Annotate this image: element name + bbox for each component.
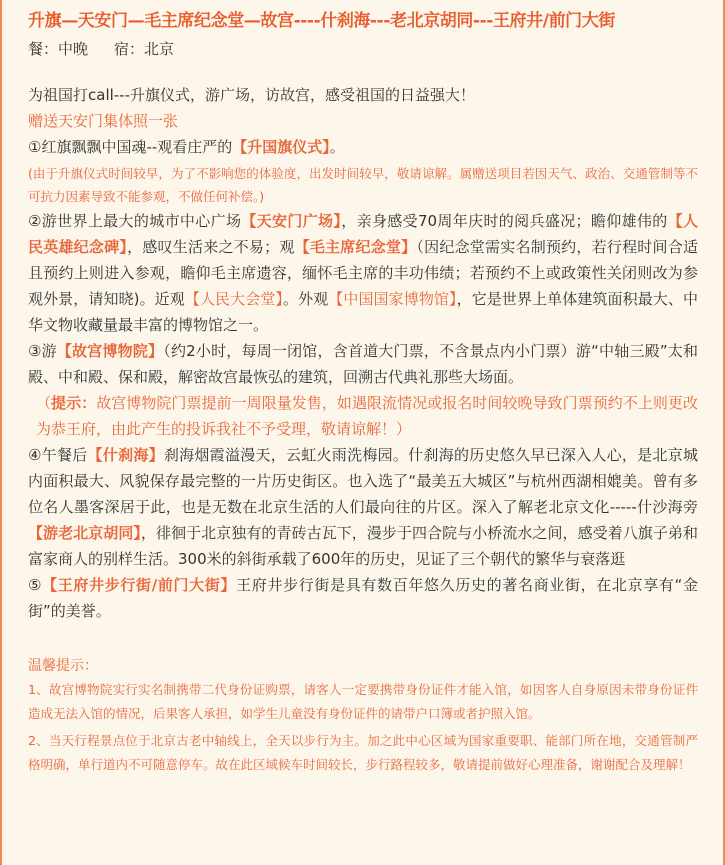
tip-item-1: 1、故宫博物院实行实名制携带二代身份证购票，请客人一定要携带身份证件才能入馆，如因客人自身原因未带身份证件造成无法入馆的情况，后果客人承担，如学生儿童没有身份证件的请带户口簿或者护照入馆。 [28,682,698,721]
meals-info: 餐：中晚 [28,40,89,58]
highlight-tiananmen-square: 【天安门广场】 [241,212,342,230]
tips-heading: 温馨提示： [28,658,98,674]
highlight-hutong: 【游老北京胡同】 [28,524,141,542]
route-title: 升旗—天安门—毛主席纪念堂—故宫----什刹海---老北京胡同---王府井/前门大街 [28,11,615,31]
highlight-wangfujing: 【王府井步行街/前门大街】 [42,576,237,594]
tip-item-2: 2、当天行程景点位于北京古老中轴线上，全天以步行为主。加之此中心区域为国家重要职、能部门所在地，交通管制严格明确，单行道内不可随意停车。故在此区域候车时间较长，步行路程较多，敬请提前做好心理准备，谢谢配合及理解！ [28,733,698,772]
highlight-memorial-hall: 【毛主席纪念堂】 [294,238,417,256]
item-1: ①红旗飘飘中国魂--观看庄严的【升国旗仪式】。 [28,138,345,156]
tip-label: 提示： [51,394,97,412]
item-5: ⑤【王府井步行街/前门大街】王府井步行街是具有数百年悠久历史的著名商业街，在北京享有“金街”的美誉。 [28,576,698,620]
item-4: ④午餐后【什刹海】刹海烟霞溢漫天，云虹火雨洗梅园。什刹海的历史悠久早已深入人心，是北京城内面积最大、风貌保存最完整的一片历史街区。也入选了“最美五大城区”与杭州西湖相媲美。曾有多位名人墨客深居于此，也是无数在北京生活的人们最向往的片区。深入了解老北京文化-----什沙海旁【游老北京胡同】，徘徊于北京独有的青砖古瓦下，漫步于四合院与小桥流水之间，感受着八旗子弟和富家商人的别样生活。300米的斜街承载了600年的历史，见证了三个朝代的繁华与衰落逛 [28,446,698,568]
lodging-info: 宿：北京 [114,40,175,58]
highlight-palace-museum: 【故宫博物院】 [56,342,164,360]
item-3-tip: （提示：故宫博物院门票提前一周限量发售，如遇限流情况或报名时间较晚导致门票预约不上则更改为恭王府，由此产生的投诉我社不予受理，敬请谅解！） [36,394,698,438]
highlight-great-hall: 【人民大会堂】 [184,290,283,308]
highlight-shichahai: 【什刹海】 [87,446,164,464]
itinerary-content [28,6,698,777]
item-2: ②游世界上最大的城市中心广场【天安门广场】，亲身感受70周年庆时的阅兵盛况；瞻仰雄伟的【人民英雄纪念碑】，感叹生活来之不易；观【毛主席纪念堂】（因纪念堂需实名制预约，若行程时间合适且预约上则进入参观，瞻仰毛主席遗容，缅怀毛主席的丰功伟绩；若预约不上或政策性关闭则改为参观外景，请知晓)。近观【人民大会堂】。外观【中国国家博物馆】，它是世界上单体建筑面积最大、中华文物收藏量最丰富的博物馆之一。 [28,212,698,334]
gift-line: 赠送天安门集体照一张 [28,112,179,130]
intro-line: 为祖国打call---升旗仪式，游广场，访故宫，感受祖国的日益强大！ [28,86,476,104]
item-3: ③游【故宫博物院】（约2小时，每周一闭馆，含首道大门票，不含景点内小门票）游“中轴三殿”太和殿、中和殿、保和殿，解密故宫最恢弘的建筑，回溯古代典礼那些大场面。 [28,342,699,386]
highlight-monument: 【人民英雄纪念碑】 [28,212,698,256]
meal-lodging-line [28,36,698,62]
highlight-national-museum: 【中国国家博物馆】 [328,290,457,308]
item-1-note: (由于升旗仪式时间较早，为了不影响您的体验度，出发时间较早，敬请谅解。属赠送项目若因天气、政治、交通管制等不可抗力因素导致不能参观，不做任何补偿。) [28,166,698,204]
highlight-flag-ceremony: 【升国旗仪式】 [232,138,330,156]
